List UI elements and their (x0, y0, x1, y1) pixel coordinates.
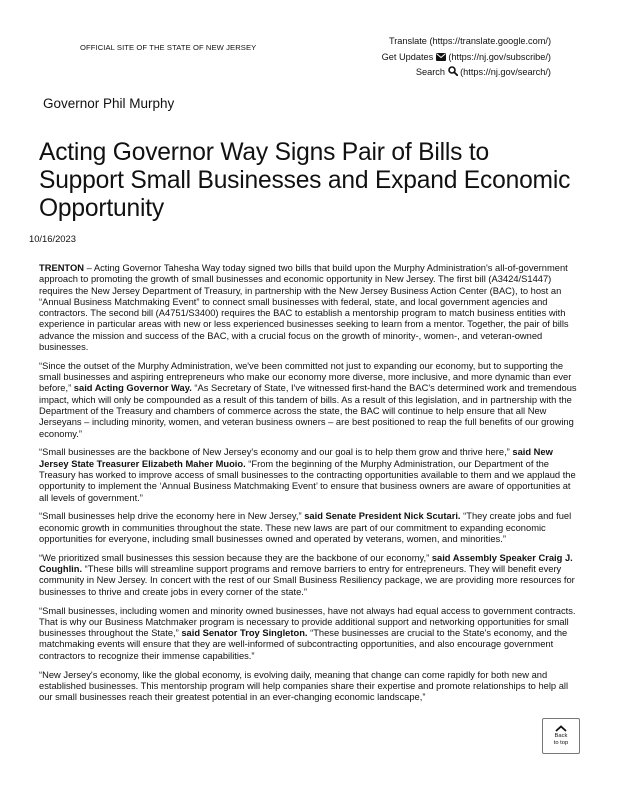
back-to-top-line2: to top (553, 739, 569, 746)
quote-text: “These businesses are crucial to the State's economy, and the matchmaking events will ensure that they are well-informed of subcontracting opportunities, and also encourage government contractors to recognize their immense capabilities.” (39, 628, 568, 661)
paragraph-3 (39, 447, 580, 503)
quote-text: “Small businesses are the backbone of New Jersey's economy and our goal is to help them grow and thrive here,” (39, 447, 510, 458)
quote-text: “Small businesses, including women and minority owned businesses, have not always had equal access to government contracts. That is why our Business Matchmaker program is necessary to provide additional support and networking opportunities for small businesses throughout the State,” (39, 605, 576, 639)
get-updates-link[interactable] (382, 52, 551, 62)
chevron-up-icon (555, 725, 567, 732)
article-date: 10/16/2023 (29, 233, 76, 244)
search-label: Search (415, 67, 445, 77)
article-body (39, 263, 580, 711)
governor-name[interactable]: Governor Phil Murphy (43, 96, 175, 111)
quote-text: “They create jobs and fuel economic growth in communities throughout the state. These new laws are part of our commitment to expanding economic opportunities for everyone, including small businesses owned and operated by veterans, women, and minorities.” (39, 511, 572, 545)
envelope-icon (436, 53, 446, 61)
page-title: Acting Governor Way Signs Pair of Bills to Support Small Businesses and Expand Economic Opportunity (39, 139, 571, 222)
top-links (382, 34, 551, 81)
get-updates-url: (https://nj.gov/subscribe/) (448, 51, 551, 62)
translate-link[interactable]: Translate (https://translate.google.com/) (388, 36, 551, 46)
paragraph-2 (39, 361, 580, 440)
speaker-attribution: said Acting Governor Way. (71, 383, 192, 394)
back-to-top-button[interactable] (542, 718, 580, 754)
quote-text: “These bills will streamline support programs and remove barriers to entry for entrepreneurs. They will benefit every community in New Jersey. In concert with the rest of our Small Business Resiliency package, we are providing more resources for businesses to thrive and create jobs in every corner of the state.” (39, 564, 575, 597)
quote-text: “New Jersey's economy, like the global economy, is evolving daily, meaning that change can come rapidly for both new and established businesses. This mentorship program will help companies share their expertise and promote relationships to help all our small businesses reach their greatest potential in an ever-changing economic landscape,” (39, 669, 569, 703)
speaker-attribution: said Assembly Speaker Craig J. Coughlin. (39, 552, 573, 575)
speaker-attribution: said Senate President Nick Scutari. (301, 511, 461, 522)
quote-text: “From the beginning of the Murphy Administration, our Department of the Treasury has worked to improve access of small businesses to the contracting opportunities available to them and we applaud the opportunity to implement the ‘Annual Business Matchmaking Event’ to ensure that business owners are aware of opportunities at all levels of government.” (39, 458, 576, 503)
search-url: (https://nj.gov/search/) (460, 67, 551, 77)
paragraph-5 (39, 553, 580, 598)
quote-text: “Small businesses help drive the economy here in New Jersey,” (39, 511, 302, 522)
paragraph-7 (39, 670, 580, 704)
quote-text: “We prioritized small businesses this session because they are the backbone of our economy,” (39, 552, 430, 563)
search-icon (448, 66, 458, 76)
dateline: TRENTON (39, 263, 84, 273)
search-link[interactable] (416, 67, 551, 77)
speaker-attribution: said Senator Troy Singleton. (178, 628, 308, 639)
speaker-attribution: said New Jersey State Treasurer Elizabeth Maher Muoio. (39, 447, 553, 469)
paragraph-6 (39, 606, 580, 662)
get-updates-label: Get Updates (381, 51, 434, 62)
back-to-top-line1: Back (554, 733, 568, 739)
quote-text: “Since the outset of the Murphy Administration, we've been committed not just to expanding our economy, but to supporting the small businesses and aspiring entrepreneurs who make our economy more diverse, more inclusive, and more dynamic than ever before,” (39, 360, 572, 394)
paragraph-4 (39, 511, 580, 545)
official-site-label: OFFICIAL SITE OF THE STATE OF NEW JERSEY (80, 43, 257, 52)
quote-text: “As Secretary of State, I've witnessed first-hand the BAC's determined work and tremendous impact, which will only be compounded as a result of this tandem of bills. As a result of this legislation, and in partnership with the Department of the Treasury and chambers of commerce across the state, the BAC will continue to help ensure that all New Jerseyans – including minority, women, and veteran business owners – are best positioned to reap the full benefits of our growing economy.” (39, 383, 577, 439)
paragraph-1 (39, 263, 580, 353)
paragraph-text: – Acting Governor Tahesha Way today signed two bills that build upon the Murphy Administration's all-of-government approach to promoting the growth of small businesses and economic opportunity in New Jersey. The first bill (A3424/S1447) requires the New Jersey Department of Treasury, in partnership with the New Jersey Business Action Center (BAC), to host an “Annual Business Matchmaking Event” to connect small businesses with federal, state, and local government agencies and contractors. The second bill (A4751/S3400) requires the BAC to establish a mentorship program to match business entities with experience in particular areas with new or less experienced businesses seeking to learn from a mentor. Together, the pair of bills advance the mission and success of the BAC, with a crucial focus on the growth of minority-, women-, and veteran-owned businesses. (39, 263, 569, 353)
